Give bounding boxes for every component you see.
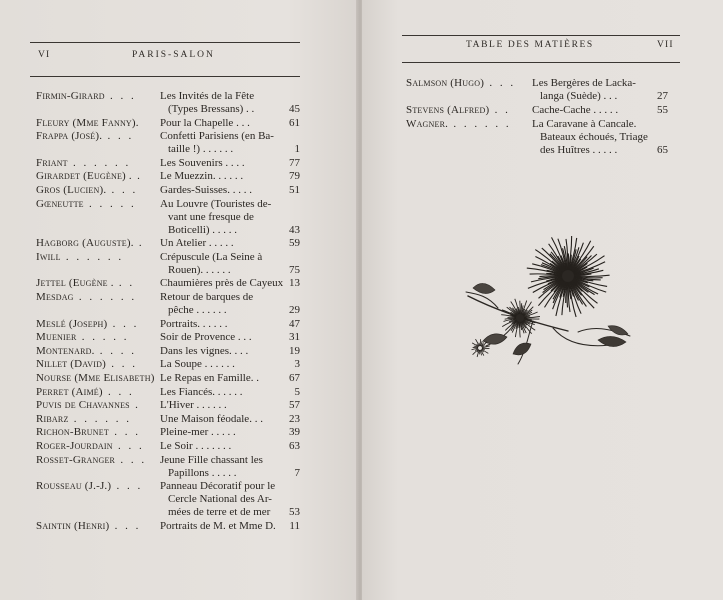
toc-page-number: 7: [294, 466, 300, 479]
header-top-rule: [30, 42, 300, 43]
toc-page-number: 39: [289, 426, 300, 439]
leader-dots: . . .: [109, 519, 141, 532]
leader-dots: . . .: [104, 90, 137, 102]
toc-title-line: Jeune Fille chassant les: [160, 453, 263, 466]
leader-dots: .: [133, 237, 145, 250]
toc-title-line: Le Soir . . . . . . .: [160, 440, 232, 452]
toc-page-number: 31: [289, 331, 300, 344]
toc-author: [36, 480, 143, 493]
author-name: Rosset-Granger: [36, 453, 116, 466]
toc-page-number: 19: [289, 344, 300, 357]
toc-title-line: Boticelli) . . . . .: [168, 223, 238, 236]
toc-title-line: Cercle National des Ar-: [168, 493, 272, 506]
author-name: Friant: [36, 156, 68, 169]
toc-title-line: Rouen). . . . . .: [168, 263, 231, 276]
header-bottom-rule-right: [402, 62, 680, 63]
toc-author: [406, 77, 516, 90]
toc-author: [36, 345, 137, 358]
author-name: Nillet (David): [36, 358, 106, 371]
toc-title-line: Papillons . . . . .: [168, 466, 237, 479]
toc-author: [36, 386, 134, 399]
toc-title-line: vant une fresque de: [168, 210, 254, 223]
toc-page-number: 63: [289, 440, 300, 452]
toc-page-number: 3: [294, 358, 300, 371]
author-name: Fleury (Mme Fanny).: [36, 116, 139, 129]
toc-page-number: 5: [294, 385, 300, 398]
toc-title-line: Gardes-Suisses. . . . .: [160, 184, 252, 196]
author-name: Richon-Brunet: [36, 426, 109, 439]
author-name: Mesdag: [36, 291, 74, 303]
toc-title-line: La Caravane à Cancale.: [532, 118, 637, 130]
toc-author: [36, 198, 136, 211]
author-name: Meslé (Joseph): [36, 317, 108, 330]
author-name: Hagborg (Auguste).: [36, 237, 134, 250]
toc-author: [36, 426, 140, 439]
author-name: Perret (Aimé): [36, 385, 103, 398]
toc-title-line: langa (Suède) . . .: [540, 90, 618, 102]
author-name: Stevens (Alfred): [406, 104, 490, 116]
leader-dots: . . .: [105, 358, 138, 371]
author-name: Roger-Jourdain: [36, 440, 113, 452]
toc-page-number: 61: [289, 116, 300, 129]
leader-dots: . . .: [102, 130, 134, 143]
toc-author: [36, 237, 144, 250]
toc-author: [406, 104, 510, 117]
author-name: Salmson (Hugo): [406, 77, 485, 89]
toc-title-line: Retour de barques de: [160, 291, 254, 303]
toc-title-line: Un Atelier . . . . .: [160, 237, 234, 250]
leader-dots: . . .: [111, 480, 143, 493]
toc-page-number: 43: [289, 223, 300, 236]
toc-author: [36, 520, 141, 533]
toc-title-line: Portraits de M. et Mme D.: [160, 519, 276, 532]
author-name: Girardet (Eugène) .: [36, 170, 132, 183]
toc-title-line: Les Fiancés. . . . . .: [160, 385, 243, 398]
toc-title-line: des Huîtres . . . . .: [540, 144, 618, 156]
author-name: Gros (Lucien).: [36, 184, 107, 196]
left-folio: VI: [38, 50, 51, 60]
leader-dots: . . .: [484, 77, 516, 89]
toc-title-line: Panneau Décoratif pour le: [160, 480, 276, 493]
toc-author: [36, 440, 144, 453]
toc-page-number: 45: [289, 103, 300, 115]
toc-page-number: 11: [289, 519, 300, 532]
toc-author: [36, 413, 132, 426]
toc-title-line: Crépuscule (La Seine à: [160, 250, 263, 263]
leader-dots: . . . . .: [76, 331, 130, 344]
author-name: Iwill: [36, 250, 61, 263]
toc-page-number: 75: [289, 263, 300, 276]
toc-page-number: 29: [289, 304, 300, 316]
author-name: Jettel (Eugène .: [36, 277, 114, 290]
leader-dots: . . . . . .: [73, 291, 137, 303]
toc-title-line: Pleine-mer . . . . .: [160, 426, 236, 439]
leader-dots: .: [129, 399, 141, 412]
toc-page-number: 55: [657, 104, 668, 116]
toc-title-line: Les Bergères de Lacka-: [532, 77, 636, 89]
author-name: Puvis de Chavannes: [36, 399, 130, 412]
toc-author: [36, 130, 134, 143]
flower-petal: [482, 348, 490, 349]
toc-page-number: 27: [657, 90, 668, 102]
toc-author: [36, 454, 147, 467]
toc-page-number: 13: [289, 277, 300, 290]
leader-dots: . . . . .: [83, 197, 137, 210]
toc-title-line: L'Hiver . . . . . .: [160, 399, 227, 412]
right-folio: VII: [657, 40, 674, 50]
toc-title-line: pêche . . . . . .: [168, 304, 227, 316]
toc-title-line: Pour la Chapelle . . .: [160, 116, 250, 129]
author-name: Wagner.: [406, 118, 449, 130]
toc-author: [36, 117, 139, 130]
toc-title-line: taille !) . . . . . .: [168, 143, 234, 156]
toc-page-number: 53: [289, 506, 300, 519]
toc-page-number: 51: [289, 184, 300, 196]
author-name: Gœneutte: [36, 197, 84, 210]
toc-title-line: Dans les vignes. . . .: [160, 344, 249, 357]
toc-page-number: 57: [289, 399, 300, 412]
toc-author: [36, 170, 142, 183]
toc-author: [36, 184, 138, 197]
leader-dots: .: [131, 170, 143, 183]
leader-dots: . .: [113, 277, 135, 290]
author-name: Firmin-Girard: [36, 90, 105, 102]
leader-dots: . . .: [102, 385, 135, 398]
toc-title-line: Au Louvre (Touristes de-: [160, 197, 272, 210]
toc-title-line: Le Repas en Famille. .: [160, 372, 259, 384]
left-page: [0, 0, 358, 600]
toc-title-line: Confetti Parisiens (en Ba-: [160, 130, 274, 143]
toc-title-line: Chaumières près de Cayeux: [160, 277, 284, 290]
toc-author: [36, 331, 129, 344]
toc-page-number: 65: [657, 144, 668, 156]
toc-title-line: Les Souvenirs . . . .: [160, 156, 245, 169]
toc-page-number: 1: [294, 143, 300, 156]
toc-author: [36, 318, 139, 331]
toc-author: [36, 372, 155, 385]
leader-dots: . . .: [112, 440, 145, 452]
leader-dots: . . .: [107, 317, 139, 330]
leader-dots: . . . . . .: [67, 156, 131, 169]
leader-dots: . . . . . .: [448, 118, 512, 130]
toc-author: [36, 251, 124, 264]
author-name: Rousseau (J.-J.): [36, 480, 112, 493]
toc-title-line: Le Muezzin. . . . . .: [160, 170, 244, 183]
leader-dots: . .: [489, 104, 511, 116]
leader-dots: . . . .: [94, 344, 137, 357]
author-name: Montenard.: [36, 344, 95, 357]
toc-page-number: 67: [289, 372, 300, 384]
toc-title-line: Soir de Provence . . .: [160, 331, 252, 344]
toc-title-line: Portraits. . . . . .: [160, 317, 228, 330]
toc-title-line: Cache-Cache . . . . .: [532, 104, 619, 116]
toc-title-line: (Types Bressans) . .: [168, 103, 255, 115]
toc-author: [406, 118, 511, 131]
toc-author: [36, 399, 140, 412]
toc-title-line: Une Maison féodale. . .: [160, 412, 263, 425]
toc-title-line: mées de terre et de mer: [168, 506, 271, 519]
toc-page-number: 59: [289, 237, 300, 250]
leader-dots: . . . . . .: [68, 412, 132, 425]
leader-dots: . . . . . .: [60, 250, 124, 263]
left-running-head: PARIS-SALON: [132, 50, 215, 60]
author-name: Frappa (José).: [36, 130, 103, 143]
header-bottom-rule: [30, 76, 300, 77]
toc-author: [36, 90, 136, 103]
author-name: Ribarz: [36, 412, 69, 425]
leader-dots: . . .: [108, 426, 141, 439]
toc-author: [36, 291, 137, 304]
author-name: Nourse (Mme Elisabeth): [36, 372, 155, 384]
toc-page-number: 23: [289, 412, 300, 425]
toc-author: [36, 157, 131, 170]
toc-title-line: Bateaux échoués, Triage: [540, 131, 648, 143]
toc-author: [36, 277, 135, 290]
toc-author: [36, 358, 137, 371]
toc-page-number: 79: [289, 170, 300, 183]
author-name: Muenier: [36, 331, 77, 344]
author-name: Saintin (Henri): [36, 519, 110, 532]
header-top-rule-right: [402, 35, 680, 36]
toc-page-number: 47: [289, 317, 300, 330]
toc-page-number: 77: [289, 156, 300, 169]
right-running-head: TABLE DES MATIÈRES: [466, 40, 594, 50]
leader-dots: . . .: [106, 184, 138, 196]
toc-title-line: La Soupe . . . . . .: [160, 358, 235, 371]
chrysanthemum-engraving: [458, 236, 638, 376]
leader-dots: . . .: [115, 453, 147, 466]
toc-title-line: Les Invités de la Fête: [160, 90, 255, 102]
